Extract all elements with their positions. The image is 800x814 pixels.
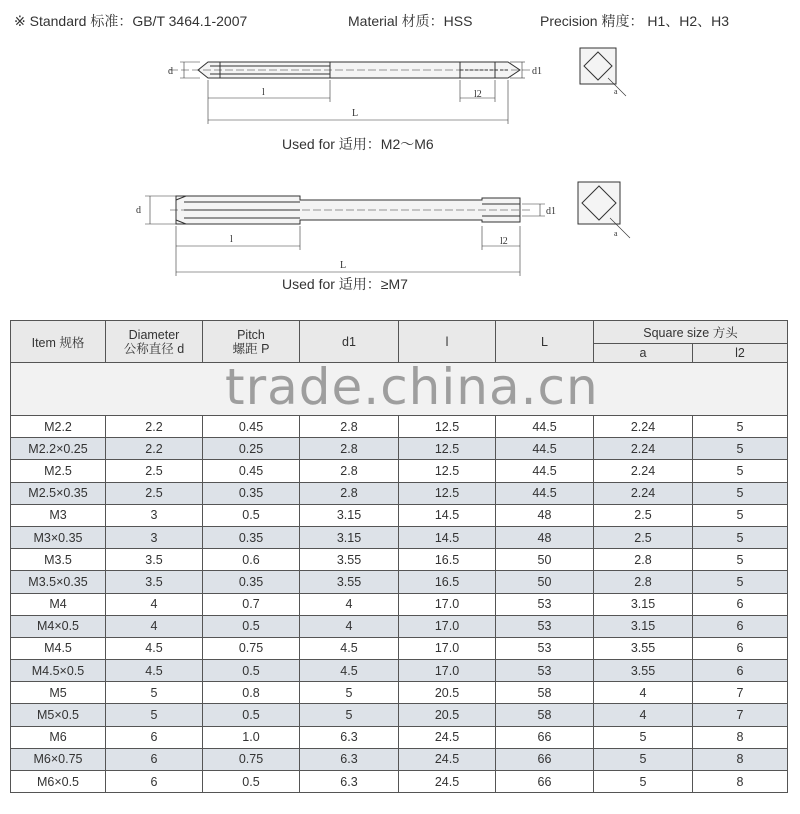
table-cell: 5 xyxy=(693,416,788,438)
col-diameter-line2: 公称直径 d xyxy=(123,341,185,356)
table-row xyxy=(11,593,788,615)
table-cell: M6 xyxy=(11,726,106,748)
table-cell: 20.5 xyxy=(399,704,496,726)
table-cell: 2.8 xyxy=(300,416,399,438)
d-label-2: d xyxy=(136,205,141,216)
table-cell: M3.5 xyxy=(11,549,106,571)
table-cell: 0.45 xyxy=(203,460,300,482)
table-cell: 0.5 xyxy=(203,704,300,726)
table-cell: 66 xyxy=(496,771,594,793)
table-cell: 2.24 xyxy=(594,460,693,482)
a-label-1: a xyxy=(614,87,618,96)
tap-drawing-large xyxy=(136,182,630,276)
table-cell: 24.5 xyxy=(399,748,496,770)
caption-large-tap: Used for 适用：≥M7 xyxy=(282,276,408,292)
table-cell: 0.35 xyxy=(203,526,300,548)
col-l2: l2 xyxy=(693,344,788,363)
table-cell: 7 xyxy=(693,682,788,704)
table-cell: 5 xyxy=(693,482,788,504)
table-cell: 0.45 xyxy=(203,416,300,438)
table-cell: 0.5 xyxy=(203,660,300,682)
table-cell: 4 xyxy=(106,593,203,615)
col-pitch xyxy=(203,321,300,363)
table-cell: 6 xyxy=(106,771,203,793)
table-cell: 0.8 xyxy=(203,682,300,704)
table-cell: 2.2 xyxy=(106,416,203,438)
table-row xyxy=(11,748,788,770)
table-cell: 5 xyxy=(693,571,788,593)
table-cell: 14.5 xyxy=(399,526,496,548)
l-label-1: l xyxy=(262,87,265,98)
table-cell: 20.5 xyxy=(399,682,496,704)
l2-label-2: l2 xyxy=(500,236,508,247)
table-cell: M4 xyxy=(11,593,106,615)
table-row xyxy=(11,682,788,704)
table-cell: 2.24 xyxy=(594,482,693,504)
table-row xyxy=(11,482,788,504)
table-cell: 4 xyxy=(106,615,203,637)
table-cell: 3.15 xyxy=(300,504,399,526)
table-cell: 5 xyxy=(594,726,693,748)
table-cell: 4 xyxy=(594,704,693,726)
table-row xyxy=(11,526,788,548)
table-row xyxy=(11,504,788,526)
l2-label-1: l2 xyxy=(474,89,482,100)
table-cell: 6 xyxy=(693,615,788,637)
table-cell: 66 xyxy=(496,748,594,770)
table-cell: 0.75 xyxy=(203,748,300,770)
table-cell: 2.24 xyxy=(594,438,693,460)
table-cell: 3 xyxy=(106,504,203,526)
watermark: trade.china.cn xyxy=(225,358,599,416)
table-cell: 24.5 xyxy=(399,726,496,748)
table-cell: 12.5 xyxy=(399,438,496,460)
table-cell: M4×0.5 xyxy=(11,615,106,637)
table-cell: M4.5 xyxy=(11,637,106,659)
table-cell: 4.5 xyxy=(106,637,203,659)
table-cell: 0.7 xyxy=(203,593,300,615)
table-cell: M2.2 xyxy=(11,416,106,438)
table-cell: 66 xyxy=(496,726,594,748)
table-cell: 44.5 xyxy=(496,416,594,438)
table-row xyxy=(11,416,788,438)
table-cell: 6 xyxy=(693,660,788,682)
table-cell: 53 xyxy=(496,660,594,682)
table-cell: 2.5 xyxy=(594,504,693,526)
table-cell: M5×0.5 xyxy=(11,704,106,726)
table-cell: 2.8 xyxy=(594,571,693,593)
spec-header xyxy=(14,11,790,33)
table-cell: 6.3 xyxy=(300,771,399,793)
table-cell: 17.0 xyxy=(399,593,496,615)
table-cell: M3.5×0.35 xyxy=(11,571,106,593)
table-cell: 24.5 xyxy=(399,771,496,793)
col-square: Square size 方头 xyxy=(594,321,788,344)
col-a: a xyxy=(594,344,693,363)
table-cell: 3.15 xyxy=(594,593,693,615)
table-cell: 12.5 xyxy=(399,416,496,438)
table-cell: 12.5 xyxy=(399,460,496,482)
table-cell: 3 xyxy=(106,526,203,548)
table-cell: 3.55 xyxy=(594,660,693,682)
table-row xyxy=(11,704,788,726)
table-cell: 12.5 xyxy=(399,482,496,504)
L-label-1: L xyxy=(352,108,359,119)
table-cell: 3.55 xyxy=(300,571,399,593)
table-cell: 6 xyxy=(106,748,203,770)
table-cell: M3×0.35 xyxy=(11,526,106,548)
col-item: Item 规格 xyxy=(11,321,106,363)
table-cell: M3 xyxy=(11,504,106,526)
table-cell: 5 xyxy=(300,682,399,704)
table-cell: 16.5 xyxy=(399,571,496,593)
table-cell: 50 xyxy=(496,571,594,593)
table-cell: 2.2 xyxy=(106,438,203,460)
table-cell: 17.0 xyxy=(399,660,496,682)
table-cell: 0.5 xyxy=(203,504,300,526)
table-cell: 3.55 xyxy=(300,549,399,571)
table-cell: 4 xyxy=(300,593,399,615)
d1-label-1: d1 xyxy=(532,66,542,77)
table-cell: M6×0.5 xyxy=(11,771,106,793)
standard-label: ※ Standard 标准：GB/T 3464.1-2007 xyxy=(14,13,248,29)
table-cell: 2.8 xyxy=(300,482,399,504)
table-cell: 48 xyxy=(496,504,594,526)
table-cell: 50 xyxy=(496,549,594,571)
d1-label-2: d1 xyxy=(546,206,556,217)
table-cell: 0.5 xyxy=(203,615,300,637)
col-l: l xyxy=(399,321,496,363)
table-row xyxy=(11,571,788,593)
table-cell: 58 xyxy=(496,704,594,726)
table-cell: 5 xyxy=(594,771,693,793)
table-cell: 2.8 xyxy=(300,438,399,460)
table-cell: M2.5 xyxy=(11,460,106,482)
material-label: Material 材质：HSS xyxy=(348,13,473,29)
table-cell: 4 xyxy=(300,615,399,637)
table-row xyxy=(11,615,788,637)
table-cell: 5 xyxy=(300,704,399,726)
table-cell: 5 xyxy=(693,460,788,482)
col-d1: d1 xyxy=(300,321,399,363)
table-cell: 6 xyxy=(693,637,788,659)
table-cell: 3.5 xyxy=(106,549,203,571)
table-cell: M2.2×0.25 xyxy=(11,438,106,460)
table-cell: 53 xyxy=(496,615,594,637)
table-row xyxy=(11,460,788,482)
table-row xyxy=(11,549,788,571)
table-row xyxy=(11,438,788,460)
table-cell: 0.35 xyxy=(203,482,300,504)
col-diameter-line1: Diameter xyxy=(128,327,180,342)
table-cell: 0.75 xyxy=(203,637,300,659)
table-cell: 5 xyxy=(106,704,203,726)
table-cell: 48 xyxy=(496,526,594,548)
tap-drawing-small xyxy=(168,48,626,124)
table-cell: M5 xyxy=(11,682,106,704)
table-cell: 3.15 xyxy=(594,615,693,637)
table-cell: 0.25 xyxy=(203,438,300,460)
table-cell: 5 xyxy=(106,682,203,704)
table-cell: M4.5×0.5 xyxy=(11,660,106,682)
table-cell: 5 xyxy=(693,438,788,460)
table-row xyxy=(11,771,788,793)
table-cell: 3.5 xyxy=(106,571,203,593)
table-cell: 16.5 xyxy=(399,549,496,571)
table-cell: 2.24 xyxy=(594,416,693,438)
col-diameter xyxy=(106,321,203,363)
table-cell: 58 xyxy=(496,682,594,704)
table-cell: 0.35 xyxy=(203,571,300,593)
table-cell: 4.5 xyxy=(300,660,399,682)
table-cell: 44.5 xyxy=(496,438,594,460)
a-label-2: a xyxy=(614,229,618,238)
table-cell: 44.5 xyxy=(496,482,594,504)
table-cell: 3.55 xyxy=(594,637,693,659)
table-cell: 8 xyxy=(693,726,788,748)
table-cell: 53 xyxy=(496,593,594,615)
table-cell: 3.15 xyxy=(300,526,399,548)
table-row xyxy=(11,660,788,682)
table-cell: 14.5 xyxy=(399,504,496,526)
table-cell: 1.0 xyxy=(203,726,300,748)
table-cell: 2.5 xyxy=(106,482,203,504)
table-cell: 0.5 xyxy=(203,771,300,793)
table-cell: 2.8 xyxy=(594,549,693,571)
table-cell: 6 xyxy=(693,593,788,615)
tap-drawings xyxy=(0,40,800,310)
L-label-2: L xyxy=(340,260,347,271)
table-cell: 53 xyxy=(496,637,594,659)
table-cell: M6×0.75 xyxy=(11,748,106,770)
table-cell: 2.5 xyxy=(106,460,203,482)
table-cell: 17.0 xyxy=(399,615,496,637)
table-cell: 8 xyxy=(693,771,788,793)
precision-label: Precision 精度： H1、H2、H3 xyxy=(540,13,730,29)
table-cell: 6.3 xyxy=(300,726,399,748)
table-row xyxy=(11,637,788,659)
l-label-2: l xyxy=(230,234,233,245)
table-cell: 6.3 xyxy=(300,748,399,770)
table-cell: 2.8 xyxy=(300,460,399,482)
col-L: L xyxy=(496,321,594,363)
table-cell: 5 xyxy=(594,748,693,770)
table-cell: 17.0 xyxy=(399,637,496,659)
table-cell: M2.5×0.35 xyxy=(11,482,106,504)
table-cell: 6 xyxy=(106,726,203,748)
table-cell: 2.5 xyxy=(594,526,693,548)
table-cell: 4.5 xyxy=(300,637,399,659)
table-cell: 44.5 xyxy=(496,460,594,482)
table-cell: 5 xyxy=(693,526,788,548)
table-cell: 5 xyxy=(693,549,788,571)
table-cell: 8 xyxy=(693,748,788,770)
table-cell: 7 xyxy=(693,704,788,726)
table-cell: 4.5 xyxy=(106,660,203,682)
caption-small-tap: Used for 适用：M2～M6 xyxy=(282,136,434,152)
table-cell: 0.6 xyxy=(203,549,300,571)
table-cell: 4 xyxy=(594,682,693,704)
d-label-1: d xyxy=(168,66,173,77)
table-row xyxy=(11,726,788,748)
col-pitch-line1: Pitch xyxy=(237,327,265,342)
table-cell: 5 xyxy=(693,504,788,526)
col-pitch-line2: 螺距 P xyxy=(232,341,270,356)
